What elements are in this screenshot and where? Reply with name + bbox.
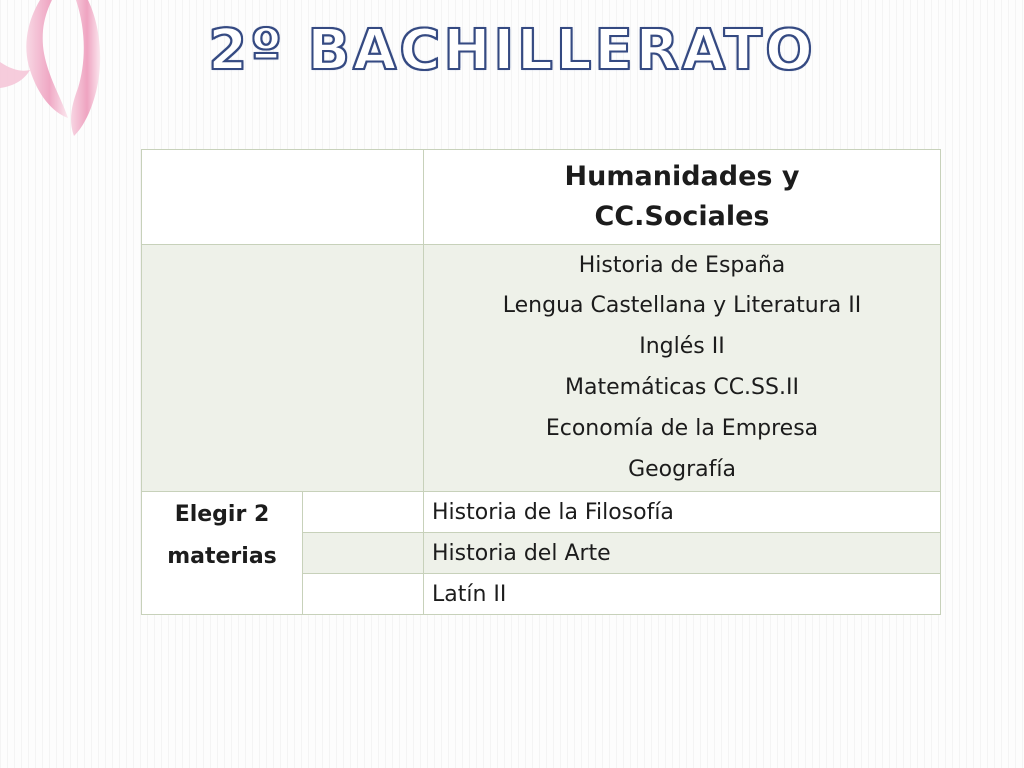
subjects-table xyxy=(141,149,941,615)
elective-option: Latín II xyxy=(424,574,941,615)
slide-title: 2º BACHILLERATO xyxy=(208,18,816,83)
core-subject-item: Historia de España xyxy=(578,252,786,278)
empty-option-cell xyxy=(303,574,424,615)
table-header-row xyxy=(142,150,941,245)
core-subjects-cell xyxy=(424,245,941,492)
core-subject-item: Inglés II xyxy=(639,334,725,360)
core-subject-item: Matemáticas CC.SS.II xyxy=(565,375,799,400)
elective-label-line1: Elegir 2 xyxy=(174,502,270,527)
elective-option: Historia del Arte xyxy=(424,533,941,574)
elective-label-line2: materias xyxy=(167,544,277,569)
empty-option-cell xyxy=(303,492,424,533)
empty-header-cell xyxy=(142,150,424,245)
core-subjects-row xyxy=(142,245,941,492)
core-subject-item: Economía de la Empresa xyxy=(545,415,819,441)
track-header-line2: CC.Sociales xyxy=(594,201,770,232)
track-header-cell xyxy=(424,150,941,245)
core-subject-item: Geografía xyxy=(628,456,736,482)
elective-option: Historia de la Filosofía xyxy=(424,492,941,533)
empty-core-cell xyxy=(142,245,424,492)
elective-row xyxy=(142,492,941,533)
track-header-line1: Humanidades y xyxy=(564,161,800,192)
core-subject-item: Lengua Castellana y Literatura II xyxy=(502,293,862,319)
empty-option-cell xyxy=(303,533,424,574)
elective-label-cell xyxy=(142,492,303,615)
